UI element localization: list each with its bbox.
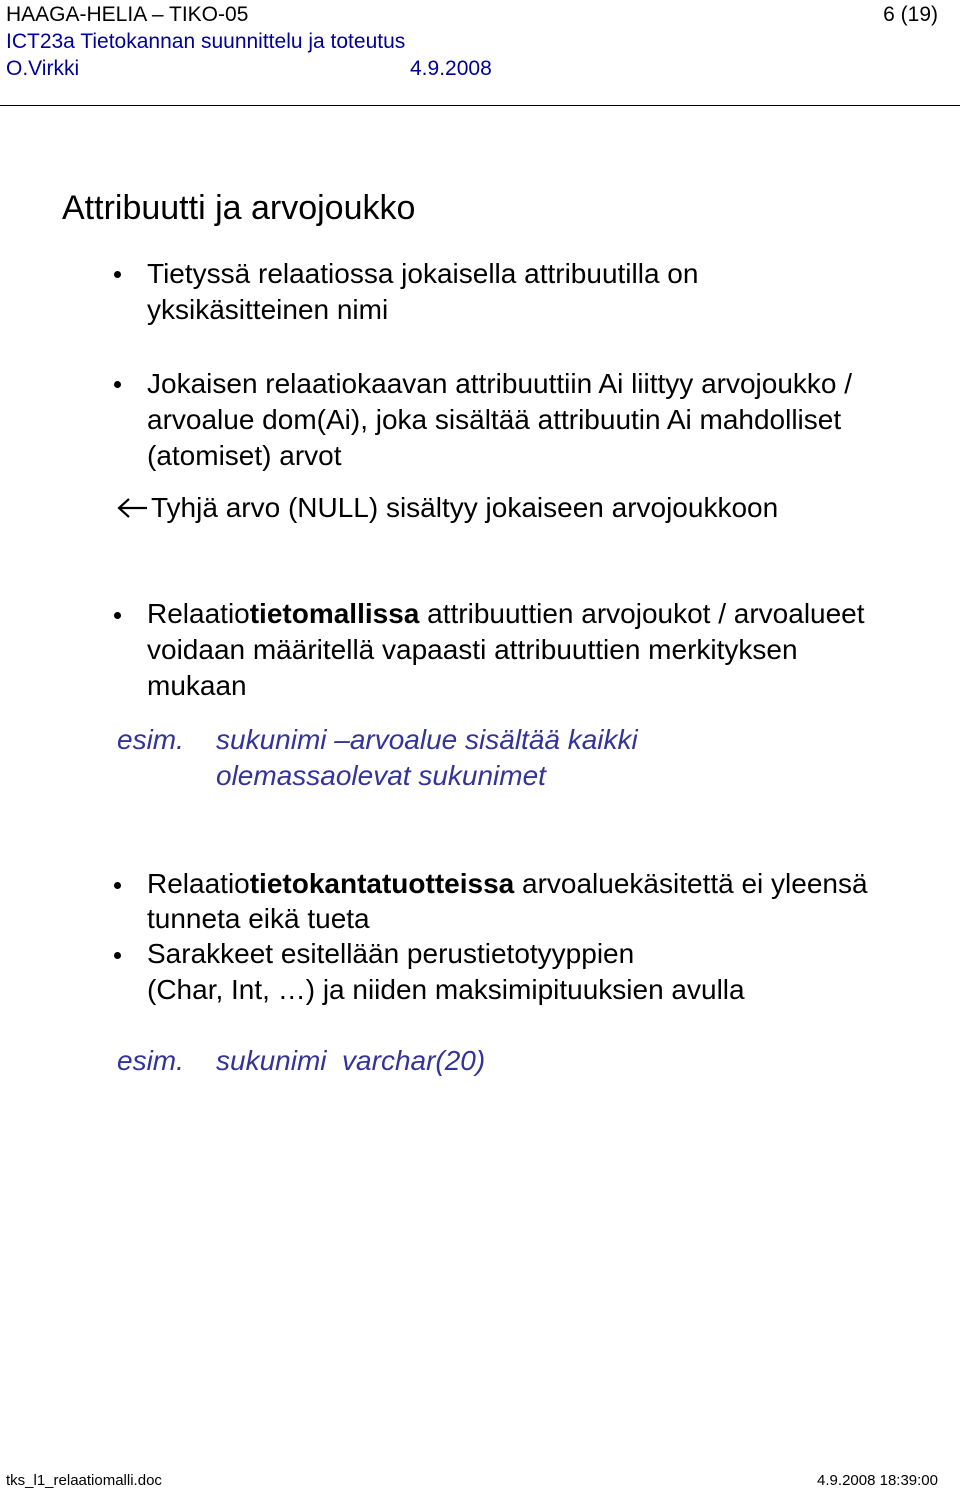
bullet-icon bbox=[114, 271, 121, 278]
bullet4-line1 bbox=[147, 866, 868, 902]
page-title: Attribuutti ja arvojoukko bbox=[62, 189, 416, 227]
bullet3-line2: voidaan määritellä vapaasti attribuuttien merkityksen bbox=[147, 634, 798, 665]
example2-text: sukunimi varchar(20) bbox=[216, 1045, 486, 1076]
example1-line1: sukunimi –arvoalue sisältää kaikki bbox=[216, 724, 638, 755]
header-rule bbox=[0, 105, 960, 106]
bullet5-line2: (Char, Int, …) ja niiden maksimipituuksien avulla bbox=[147, 974, 745, 1005]
bullet2-line3: (atomiset) arvot bbox=[147, 440, 342, 471]
bullet-icon bbox=[114, 612, 121, 619]
example1-line2: olemassaolevat sukunimet bbox=[216, 760, 546, 791]
header-org: HAAGA-HELIA – TIKO-05 bbox=[6, 3, 249, 26]
footer-filename: tks_l1_relaatiomalli.doc bbox=[6, 1472, 162, 1489]
bullet4-prefix: Relaatio bbox=[147, 868, 250, 899]
bullet-icon bbox=[114, 381, 121, 388]
bullet2-line1: Jokaisen relaatiokaavan attribuuttiin Ai liittyy arvojoukko / bbox=[147, 368, 853, 399]
bullet1-line1: Tietyssä relaatiossa jokaisella attribuutilla on bbox=[147, 258, 699, 289]
bullet3-rest: attribuuttien arvojoukot / arvoalueet bbox=[419, 598, 865, 629]
header-author: O.Virkki bbox=[6, 57, 80, 80]
left-arrow-icon bbox=[117, 497, 149, 519]
arrow-note-text: Tyhjä arvo (NULL) sisältyy jokaiseen arvojoukkoon bbox=[151, 492, 779, 523]
bullet4-bold-term: tietokantatuotteissa bbox=[249, 868, 515, 899]
bullet1-line2: yksikäsitteinen nimi bbox=[147, 294, 389, 325]
bullet-icon bbox=[114, 882, 121, 889]
bullet3-line3: mukaan bbox=[147, 670, 247, 701]
header-page-number: 6 (19) bbox=[883, 3, 938, 26]
example1-label: esim. bbox=[117, 724, 184, 755]
bullet2-line2: arvoalue dom(Ai), joka sisältää attribuutin Ai mahdolliset bbox=[147, 404, 842, 435]
footer-timestamp: 4.9.2008 18:39:00 bbox=[817, 1472, 938, 1489]
bullet4-line2: tunneta eikä tueta bbox=[147, 903, 370, 934]
bullet-icon bbox=[114, 952, 121, 959]
header-course: ICT23a Tietokannan suunnittelu ja toteutus bbox=[6, 30, 406, 53]
bullet3-bold-term: tietomallissa bbox=[249, 598, 420, 629]
header-date: 4.9.2008 bbox=[410, 57, 492, 80]
bullet3-prefix: Relaatio bbox=[147, 598, 250, 629]
bullet4-rest: arvoaluekäsitettä ei yleensä bbox=[514, 868, 868, 899]
bullet3-line1 bbox=[147, 596, 865, 632]
bullet5-line1: Sarakkeet esitellään perustietotyyppien bbox=[147, 938, 635, 969]
example2-label: esim. bbox=[117, 1045, 184, 1076]
